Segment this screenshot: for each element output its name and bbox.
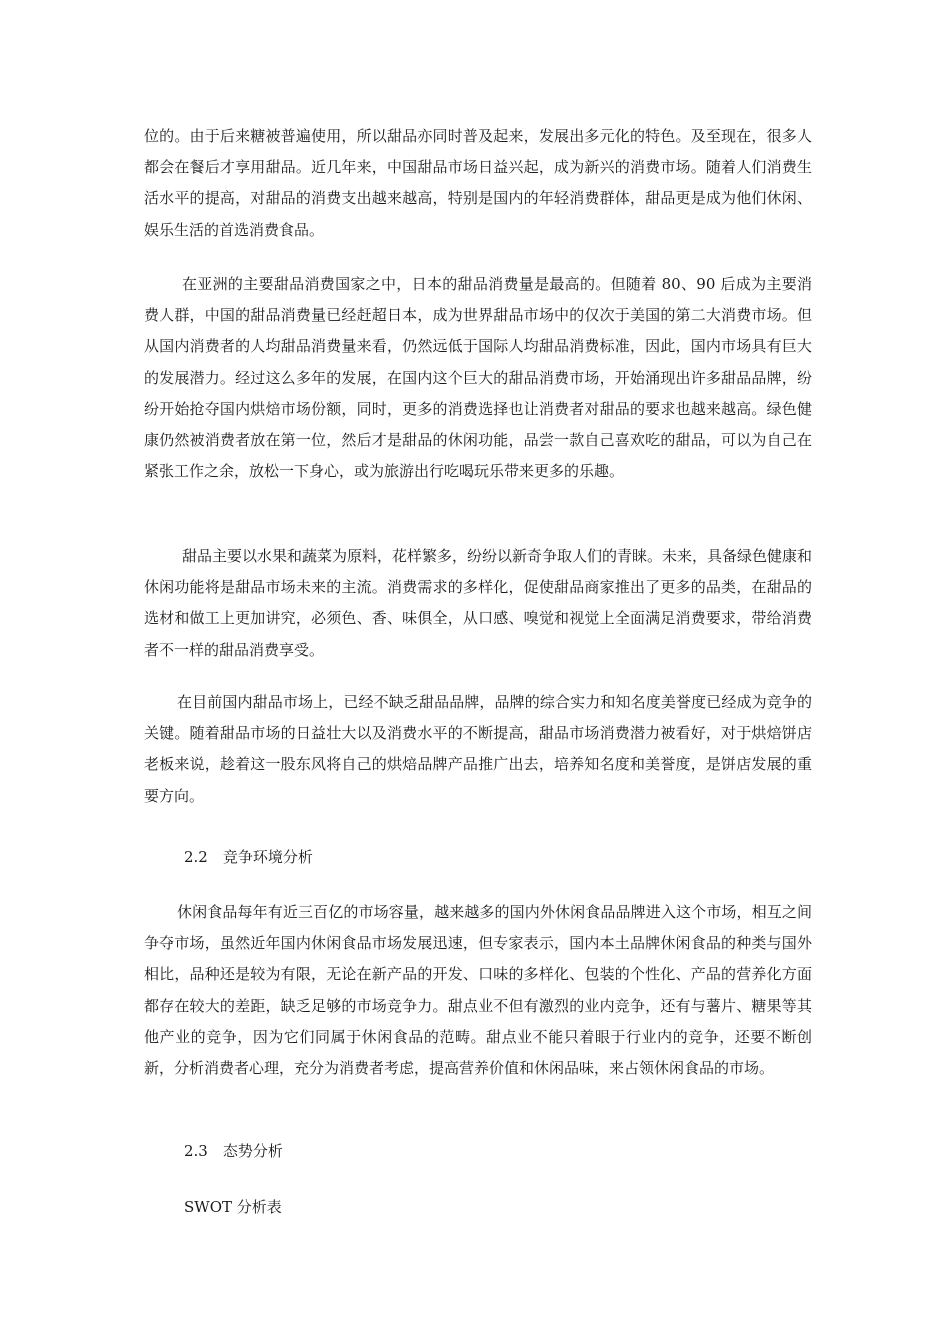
paragraph-5: 休闲食品每年有近三百亿的市场容量，越来越多的国内外休闲食品品牌进入这个市场，相互之间争夺市场，虽然近年国内休闲食品市场发展迅速，但专家表示，国内本土品牌休闲食品的种类与国外相比，品种还是较为有限，无论在新产品的开发、口味的多样化、包装的个性化、产品的营养化方面都存在较大的差距，缺乏足够的市场竞争力。甜点业不但有激烈的业内竞争，还有与薯片、糖果等其他产业的竞争，因为它们同属于休闲食品的范畴。甜点业不能只着眼于行业内的竞争，还要不断创新，分析消费者心理，充分为消费者考虑，提高营养价值和休闲品味，来占领休闲食品的市场。 [144,903,812,1078]
paragraph-4: 在目前国内甜品市场上，已经不缺乏甜品品牌，品牌的综合实力和知名度美誉度已经成为竞争的关键。随着甜品市场的日益壮大以及消费水平的不断提高，甜品市场消费潜力被看好，对于烘焙饼店老板来说，趁着这一股东风将自己的烘焙品牌产品推广出去，培养知名度和美誉度，是饼店发展的重要方向。 [144,693,812,805]
paragraph-2: 在亚洲的主要甜品消费国家之中，日本的甜品消费量是最高的。但随着 80、90 后成为主要消费人群，中国的甜品消费量已经赶超日本，成为世界甜品市场中的仅次于美国的第二大消费市场。但从国内消费者的人均甜品消费量来看，仍然远低于国际人均甜品消费标准，因此，国内市场具有巨大的发展潜力。经过这么多年的发展，在国内这个巨大的甜品消费市场，开始涌现出许多甜品品牌，纷纷开始抢夺国内烘焙市场份额，同时，更多的消费选择也让消费者对甜品的要求也越来越高。绿色健康仍然被消费者放在第一位，然后才是甜品的休闲功能，品尝一款自己喜欢吃的甜品，可以为自己在紧张工作之余，放松一下身心，或为旅游出行吃喝玩乐带来更多的乐趣。 [144,275,812,481]
section-heading-2-3: 2.3 态势分析 [184,1142,283,1160]
paragraph-1: 位的。由于后来糖被普遍使用，所以甜品亦同时普及起来，发展出多元化的特色。及至现在，很多人都会在餐后才享用甜品。近几年来，中国甜品市场日益兴起，成为新兴的消费市场。随着人们消费生活水平的提高，对甜品的消费支出越来越高，特别是国内的年轻消费群体，甜品更是成为他们休闲、娱乐生活的首选消费食品。 [144,127,812,239]
swot-table-label: SWOT 分析表 [184,1198,282,1216]
paragraph-3: 甜品主要以水果和蔬菜为原料，花样繁多，纷纷以新奇争取人们的青睐。未来，具备绿色健康和休闲功能将是甜品市场未来的主流。消费需求的多样化，促使甜品商家推出了更多的品类，在甜品的选材和做工上更加讲究，必须色、香、味俱全，从口感、嗅觉和视觉上全面满足消费要求，带给消费者不一样的甜品消费享受。 [144,547,813,659]
section-heading-2-2: 2.2 竞争环境分析 [184,848,313,866]
